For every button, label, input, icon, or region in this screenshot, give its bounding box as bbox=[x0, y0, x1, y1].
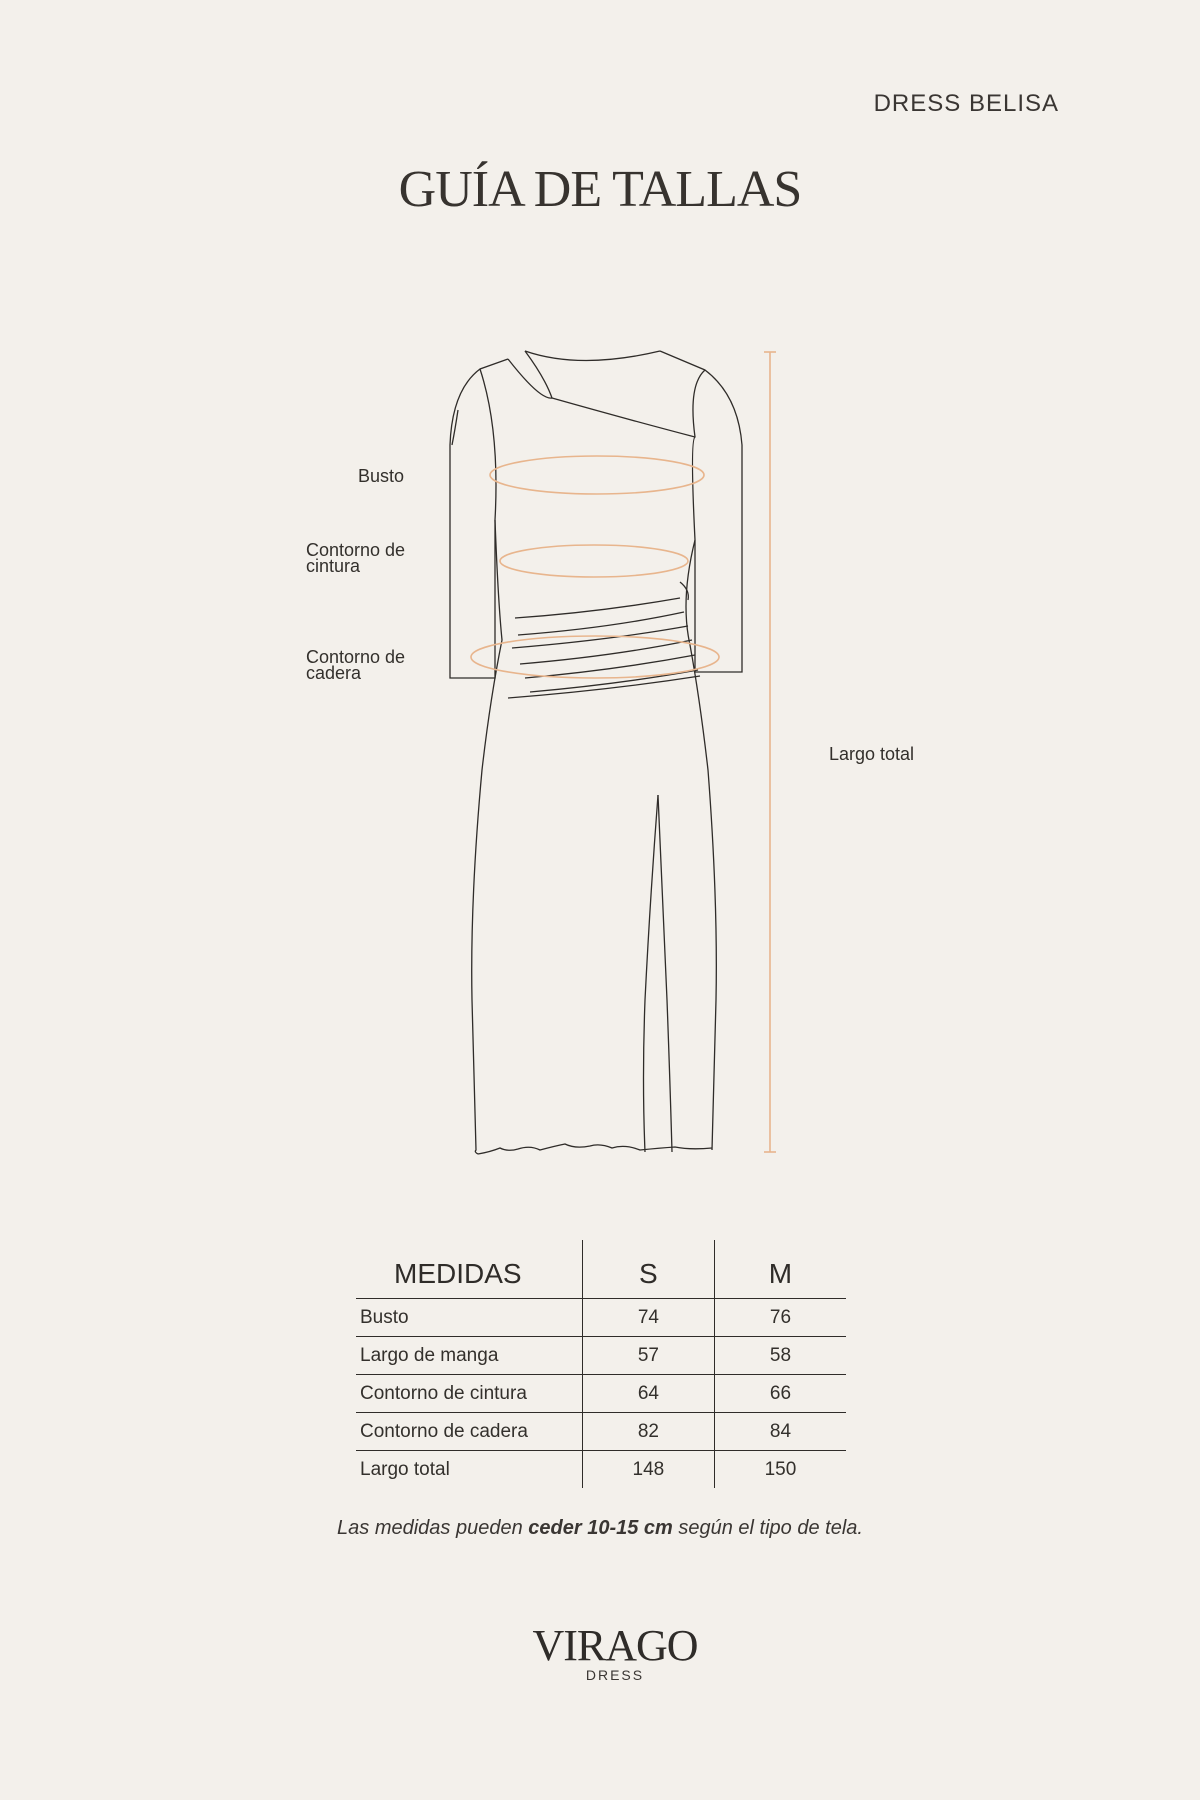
value-m: 66 bbox=[714, 1375, 846, 1413]
label-busto: Busto bbox=[358, 466, 405, 486]
note-bold: ceder 10-15 cm bbox=[528, 1517, 673, 1539]
value-m: 84 bbox=[714, 1413, 846, 1451]
label-cadera-line2: cadera bbox=[306, 663, 362, 683]
busto-guide bbox=[490, 456, 704, 494]
label-cadera bbox=[306, 649, 405, 681]
table-header-size-m: M bbox=[714, 1240, 846, 1299]
note-after: según el tipo de tela. bbox=[672, 1517, 863, 1539]
page-title: GUÍA DE TALLAS bbox=[398, 161, 802, 218]
size-table bbox=[356, 1240, 846, 1488]
fabric-note bbox=[0, 1517, 1200, 1540]
row-label: Busto bbox=[356, 1299, 582, 1337]
brand-logo: VIRAGO bbox=[532, 1621, 698, 1670]
value-s: 74 bbox=[582, 1299, 714, 1337]
value-s: 148 bbox=[582, 1451, 714, 1489]
label-largo-total: Largo total bbox=[829, 744, 915, 764]
brand-subtitle: DRESS bbox=[585, 1667, 645, 1683]
table-row bbox=[356, 1451, 846, 1489]
value-m: 76 bbox=[714, 1299, 846, 1337]
measure-guides bbox=[471, 352, 776, 1152]
value-s: 82 bbox=[582, 1413, 714, 1451]
row-label: Contorno de cintura bbox=[356, 1375, 582, 1413]
table-row bbox=[356, 1299, 846, 1337]
value-m: 150 bbox=[714, 1451, 846, 1489]
row-label: Largo total bbox=[360, 1458, 450, 1480]
table-row bbox=[356, 1375, 846, 1413]
table-row bbox=[356, 1337, 846, 1375]
label-cintura-line2: cintura bbox=[306, 556, 361, 576]
label-cadera-line1: Contorno de bbox=[306, 647, 406, 667]
cintura-guide bbox=[500, 545, 688, 577]
dress-outline bbox=[450, 351, 742, 1154]
label-cintura-line1: Contorno de bbox=[306, 540, 406, 560]
table-header-row bbox=[356, 1240, 846, 1299]
table-header-size-s: S bbox=[582, 1240, 714, 1299]
label-cintura bbox=[306, 542, 405, 574]
note-before: Las medidas pueden bbox=[337, 1517, 529, 1539]
product-name: DRESS BELISA bbox=[873, 90, 1059, 117]
value-s: 57 bbox=[582, 1337, 714, 1375]
row-label: Largo de manga bbox=[356, 1337, 582, 1375]
value-s: 64 bbox=[582, 1375, 714, 1413]
table-header-medidas: MEDIDAS bbox=[356, 1240, 582, 1299]
value-m: 58 bbox=[714, 1337, 846, 1375]
row-label: Contorno de cadera bbox=[356, 1413, 582, 1451]
table-row bbox=[356, 1413, 846, 1451]
